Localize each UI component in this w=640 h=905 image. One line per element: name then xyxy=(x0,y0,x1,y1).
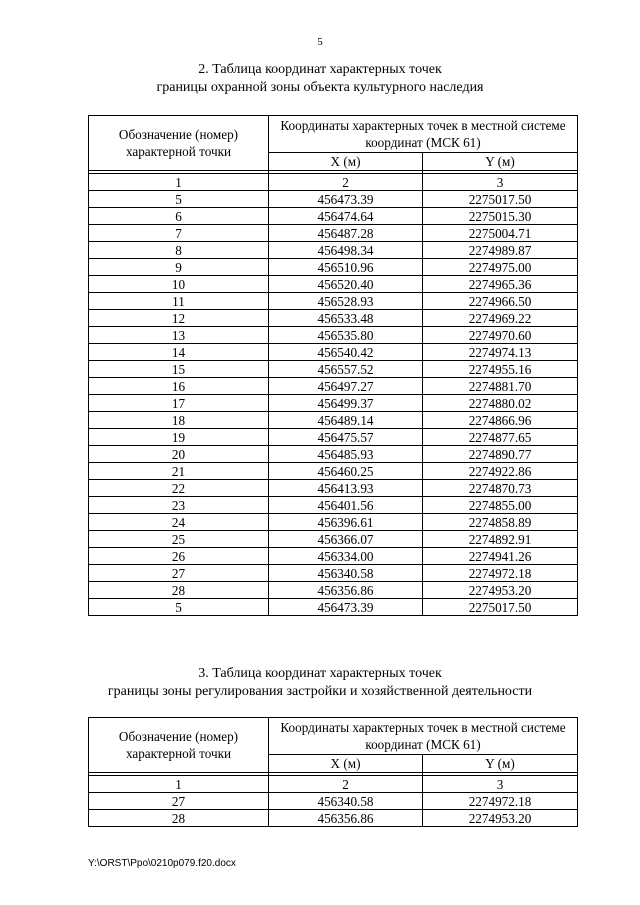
x-coordinate-cell: 456499.37 xyxy=(269,395,423,412)
table-3-body xyxy=(89,793,578,827)
point-id-cell: 13 xyxy=(89,327,269,344)
point-id-cell: 28 xyxy=(89,810,269,827)
table-row xyxy=(89,327,578,344)
x-coordinate-cell: 456473.39 xyxy=(269,191,423,208)
point-id-cell: 22 xyxy=(89,480,269,497)
table-3-caption-line1: 3. Таблица координат характерных точек xyxy=(198,666,442,681)
point-id-cell: 5 xyxy=(89,599,269,616)
table-2-body xyxy=(89,191,578,616)
table-row xyxy=(89,344,578,361)
column-number: 3 xyxy=(423,174,578,191)
header-x: X (м) xyxy=(269,153,423,171)
header-x: X (м) xyxy=(269,755,423,773)
y-coordinate-cell: 2274890.77 xyxy=(423,446,578,463)
x-coordinate-cell: 456498.34 xyxy=(269,242,423,259)
y-coordinate-cell: 2275015.30 xyxy=(423,208,578,225)
y-coordinate-cell: 2274941.26 xyxy=(423,548,578,565)
x-coordinate-cell: 456396.61 xyxy=(269,514,423,531)
column-number: 2 xyxy=(269,776,423,793)
y-coordinate-cell: 2275017.50 xyxy=(423,599,578,616)
x-coordinate-cell: 456510.96 xyxy=(269,259,423,276)
table-3-caption xyxy=(0,665,640,701)
table-row xyxy=(89,191,578,208)
point-id-cell: 21 xyxy=(89,463,269,480)
point-id-cell: 26 xyxy=(89,548,269,565)
column-number: 1 xyxy=(89,776,269,793)
y-coordinate-cell: 2274965.36 xyxy=(423,276,578,293)
point-id-cell: 5 xyxy=(89,191,269,208)
point-id-cell: 7 xyxy=(89,225,269,242)
table-3-caption-line2: границы зоны регулирования застройки и хозяйственной деятельности xyxy=(107,684,533,699)
page-number: 5 xyxy=(317,36,323,48)
y-coordinate-cell: 2274953.20 xyxy=(423,810,578,827)
table-row xyxy=(89,463,578,480)
x-coordinate-cell: 456340.58 xyxy=(269,565,423,582)
column-number: 1 xyxy=(89,174,269,191)
table-row xyxy=(89,565,578,582)
y-coordinate-cell: 2274858.89 xyxy=(423,514,578,531)
table-row xyxy=(89,208,578,225)
y-coordinate-cell: 2274989.87 xyxy=(423,242,578,259)
header-coordinates: Координаты характерных точек в местной системе координат (МСК 61) xyxy=(269,718,578,755)
point-id-cell: 8 xyxy=(89,242,269,259)
table-row xyxy=(89,395,578,412)
x-coordinate-cell: 456533.48 xyxy=(269,310,423,327)
y-coordinate-cell: 2274974.13 xyxy=(423,344,578,361)
table-2-caption-line2: границы охранной зоны объекта культурного наследия xyxy=(156,80,484,95)
table-row xyxy=(89,531,578,548)
table-row xyxy=(89,378,578,395)
x-coordinate-cell: 456401.56 xyxy=(269,497,423,514)
point-id-cell: 15 xyxy=(89,361,269,378)
table-2-caption-line1: 2. Таблица координат характерных точек xyxy=(198,62,442,77)
point-id-cell: 20 xyxy=(89,446,269,463)
point-id-cell: 28 xyxy=(89,582,269,599)
point-id-cell: 12 xyxy=(89,310,269,327)
y-coordinate-cell: 2274855.00 xyxy=(423,497,578,514)
table-row xyxy=(89,514,578,531)
point-id-cell: 9 xyxy=(89,259,269,276)
point-id-cell: 23 xyxy=(89,497,269,514)
x-coordinate-cell: 456356.86 xyxy=(269,582,423,599)
table-row xyxy=(89,225,578,242)
table-2-caption xyxy=(0,61,640,97)
y-coordinate-cell: 2274970.60 xyxy=(423,327,578,344)
table-3-coordinates xyxy=(88,717,578,827)
point-id-cell: 16 xyxy=(89,378,269,395)
x-coordinate-cell: 456540.42 xyxy=(269,344,423,361)
x-coordinate-cell: 456535.80 xyxy=(269,327,423,344)
column-number: 2 xyxy=(269,174,423,191)
x-coordinate-cell: 456520.40 xyxy=(269,276,423,293)
table-row xyxy=(89,293,578,310)
y-coordinate-cell: 2274880.02 xyxy=(423,395,578,412)
table-row xyxy=(89,361,578,378)
header-y: Y (м) xyxy=(423,153,578,171)
y-coordinate-cell: 2274955.16 xyxy=(423,361,578,378)
table-row xyxy=(89,793,578,810)
table-row xyxy=(89,242,578,259)
table-row xyxy=(89,259,578,276)
table-row xyxy=(89,412,578,429)
table-row xyxy=(89,310,578,327)
y-coordinate-cell: 2274953.20 xyxy=(423,582,578,599)
y-coordinate-cell: 2274870.73 xyxy=(423,480,578,497)
y-coordinate-cell: 2274972.18 xyxy=(423,565,578,582)
table-2-coordinates xyxy=(88,115,578,616)
table-row xyxy=(89,497,578,514)
header-point-id: Обозначение (номер) характерной точки xyxy=(89,116,269,171)
x-coordinate-cell: 456497.27 xyxy=(269,378,423,395)
x-coordinate-cell: 456413.93 xyxy=(269,480,423,497)
y-coordinate-cell: 2274966.50 xyxy=(423,293,578,310)
y-coordinate-cell: 2274892.91 xyxy=(423,531,578,548)
x-coordinate-cell: 456356.86 xyxy=(269,810,423,827)
point-id-cell: 27 xyxy=(89,793,269,810)
point-id-cell: 14 xyxy=(89,344,269,361)
y-coordinate-cell: 2274881.70 xyxy=(423,378,578,395)
point-id-cell: 18 xyxy=(89,412,269,429)
point-id-cell: 25 xyxy=(89,531,269,548)
x-coordinate-cell: 456334.00 xyxy=(269,548,423,565)
x-coordinate-cell: 456475.57 xyxy=(269,429,423,446)
column-number: 3 xyxy=(423,776,578,793)
point-id-cell: 6 xyxy=(89,208,269,225)
x-coordinate-cell: 456528.93 xyxy=(269,293,423,310)
x-coordinate-cell: 456485.93 xyxy=(269,446,423,463)
x-coordinate-cell: 456366.07 xyxy=(269,531,423,548)
y-coordinate-cell: 2275017.50 xyxy=(423,191,578,208)
table-row xyxy=(89,429,578,446)
table-row xyxy=(89,480,578,497)
x-coordinate-cell: 456489.14 xyxy=(269,412,423,429)
table-row xyxy=(89,582,578,599)
y-coordinate-cell: 2274972.18 xyxy=(423,793,578,810)
point-id-cell: 24 xyxy=(89,514,269,531)
y-coordinate-cell: 2274975.00 xyxy=(423,259,578,276)
y-coordinate-cell: 2275004.71 xyxy=(423,225,578,242)
point-id-cell: 19 xyxy=(89,429,269,446)
table-row xyxy=(89,810,578,827)
y-coordinate-cell: 2274969.22 xyxy=(423,310,578,327)
x-coordinate-cell: 456340.58 xyxy=(269,793,423,810)
file-path-footer: Y:\ORST\Ppo\0210p079.f20.docx xyxy=(88,858,236,869)
point-id-cell: 11 xyxy=(89,293,269,310)
table-row xyxy=(89,446,578,463)
y-coordinate-cell: 2274877.65 xyxy=(423,429,578,446)
y-coordinate-cell: 2274922.86 xyxy=(423,463,578,480)
x-coordinate-cell: 456487.28 xyxy=(269,225,423,242)
point-id-cell: 10 xyxy=(89,276,269,293)
point-id-cell: 17 xyxy=(89,395,269,412)
x-coordinate-cell: 456474.64 xyxy=(269,208,423,225)
header-y: Y (м) xyxy=(423,755,578,773)
y-coordinate-cell: 2274866.96 xyxy=(423,412,578,429)
table-row xyxy=(89,276,578,293)
table-row xyxy=(89,548,578,565)
x-coordinate-cell: 456557.52 xyxy=(269,361,423,378)
header-point-id: Обозначение (номер) характерной точки xyxy=(89,718,269,773)
x-coordinate-cell: 456473.39 xyxy=(269,599,423,616)
table-row xyxy=(89,599,578,616)
header-coordinates: Координаты характерных точек в местной системе координат (МСК 61) xyxy=(269,116,578,153)
point-id-cell: 27 xyxy=(89,565,269,582)
x-coordinate-cell: 456460.25 xyxy=(269,463,423,480)
